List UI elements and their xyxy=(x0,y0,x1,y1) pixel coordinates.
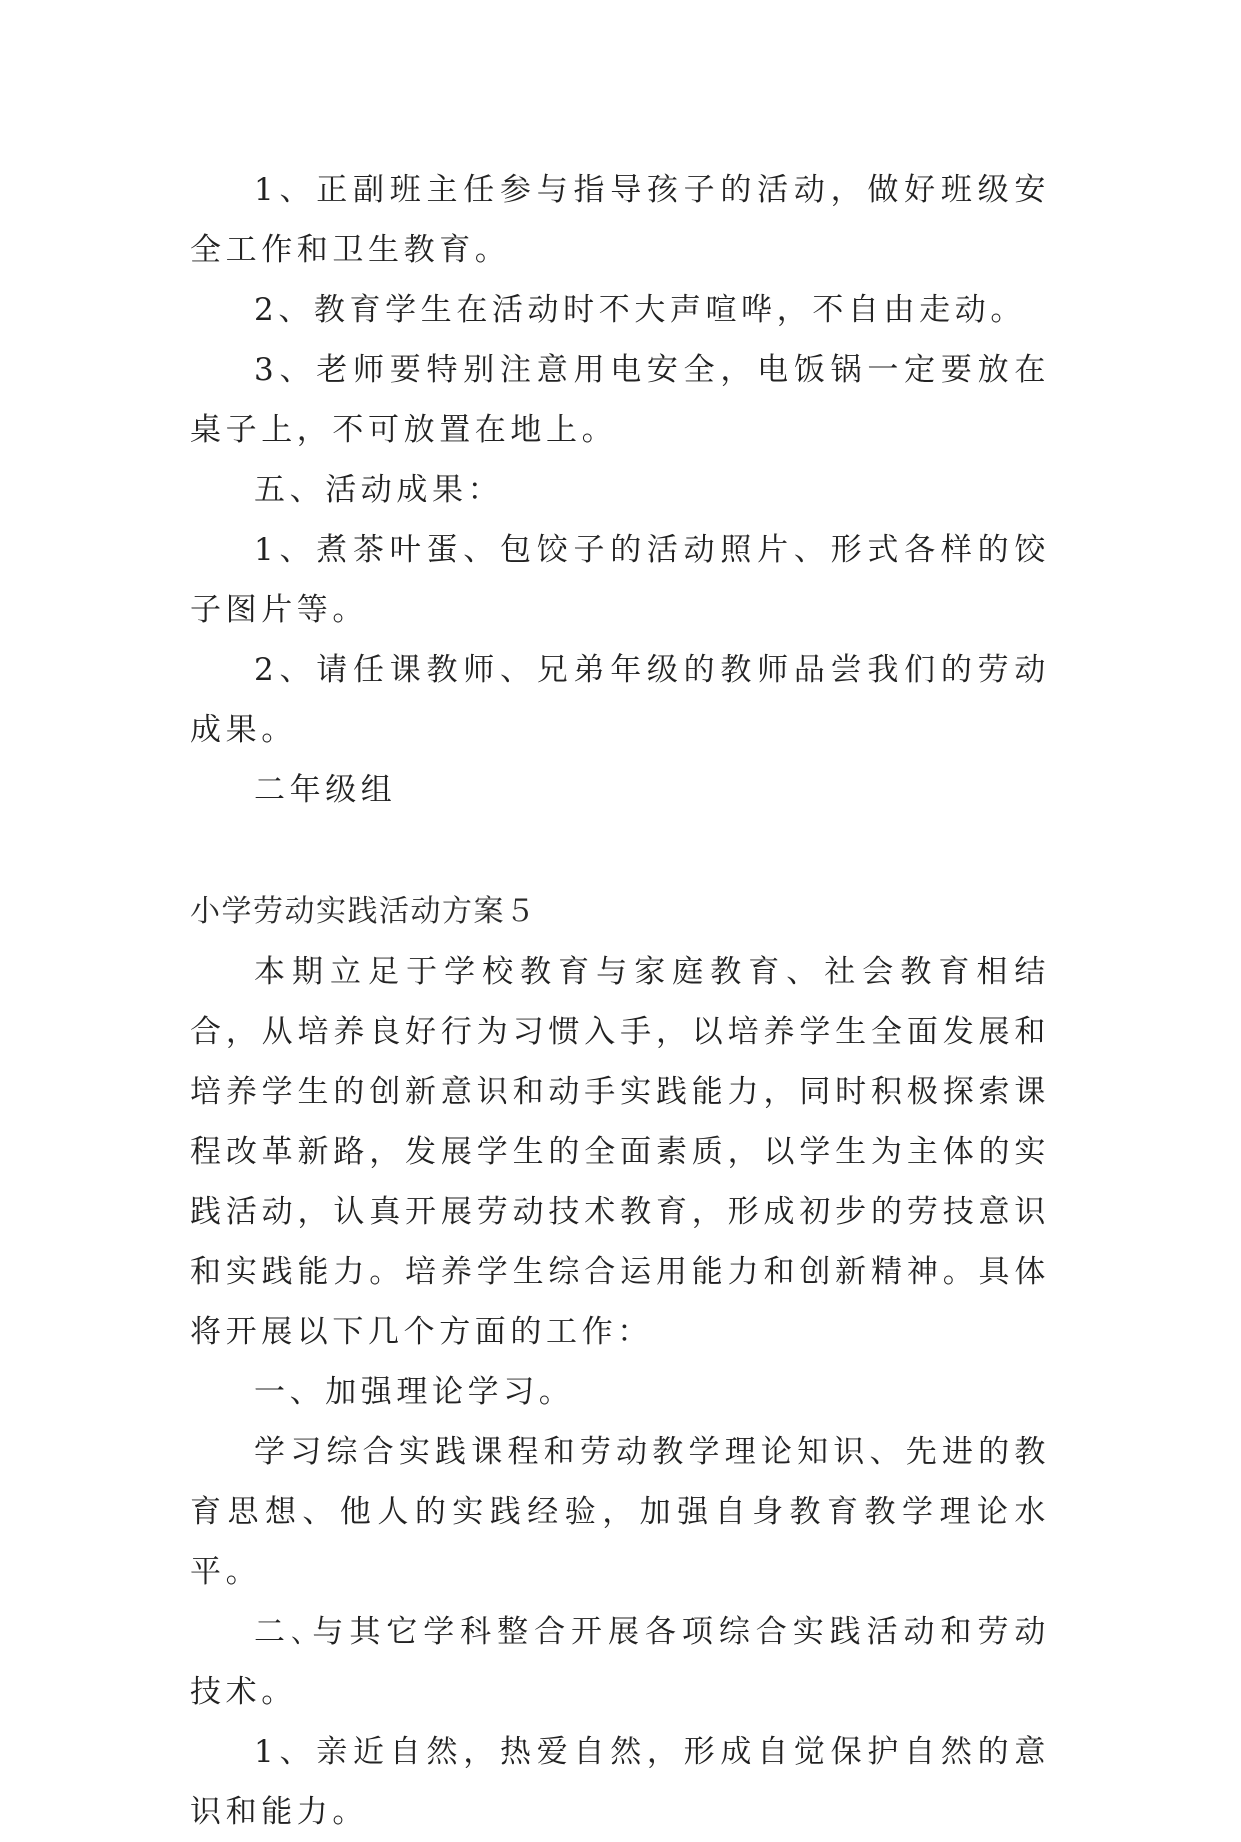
paragraph-safety-item-3: 3、老师要特别注意用电安全，电饭锅一定要放在桌子上，不可放置在地上。 xyxy=(190,352,1050,448)
section-title: 小学劳动实践活动方案５ xyxy=(190,894,537,929)
section-spacer xyxy=(190,820,1050,882)
paragraph-nature-item-1: 1、亲近自然，热爱自然，形成自觉保护自然的意识和能力。 xyxy=(190,1734,1050,1830)
paragraph-result-item-1: 1、煮茶叶蛋、包饺子的活动照片、形式各样的饺子图片等。 xyxy=(190,532,1050,628)
paragraph-result-item-2: 2、请任课教师、兄弟年级的教师品尝我们的劳动成果。 xyxy=(190,652,1050,748)
heading-activity-results: 五、活动成果： xyxy=(254,472,504,508)
document-body xyxy=(190,160,1050,1842)
paragraph-intro: 本期立足于学校教育与家庭教育、社会教育相结合，从培养良好行为习惯入手，以培养学生全面发展和培养学生的创新意识和动手实践能力，同时积极探索课程改革新路，发展学生的全面素质，以学生为主体的实践活动，认真开展劳动技术教育，形成初步的劳技意识和实践能力。培养学生综合运用能力和创新精神。具体将开展以下几个方面的工作： xyxy=(190,954,1050,1350)
heading-theory-study: 一、加强理论学习。 xyxy=(254,1374,575,1410)
signature-grade-group: 二年级组 xyxy=(254,772,397,808)
paragraph-safety-item-2: 2、教育学生在活动时不大声喧哗，不自由走动。 xyxy=(254,292,1026,328)
paragraph-safety-item-1: 1、正副班主任参与指导孩子的活动，做好班级安全工作和卫生教育。 xyxy=(190,172,1050,268)
paragraph-theory-study: 学习综合实践课程和劳动教学理论知识、先进的教育思想、他人的实践经验，加强自身教育教学理论水平。 xyxy=(190,1434,1050,1590)
heading-subject-integration: 二､与其它学科整合开展各项综合实践活动和劳动技术。 xyxy=(190,1614,1050,1710)
